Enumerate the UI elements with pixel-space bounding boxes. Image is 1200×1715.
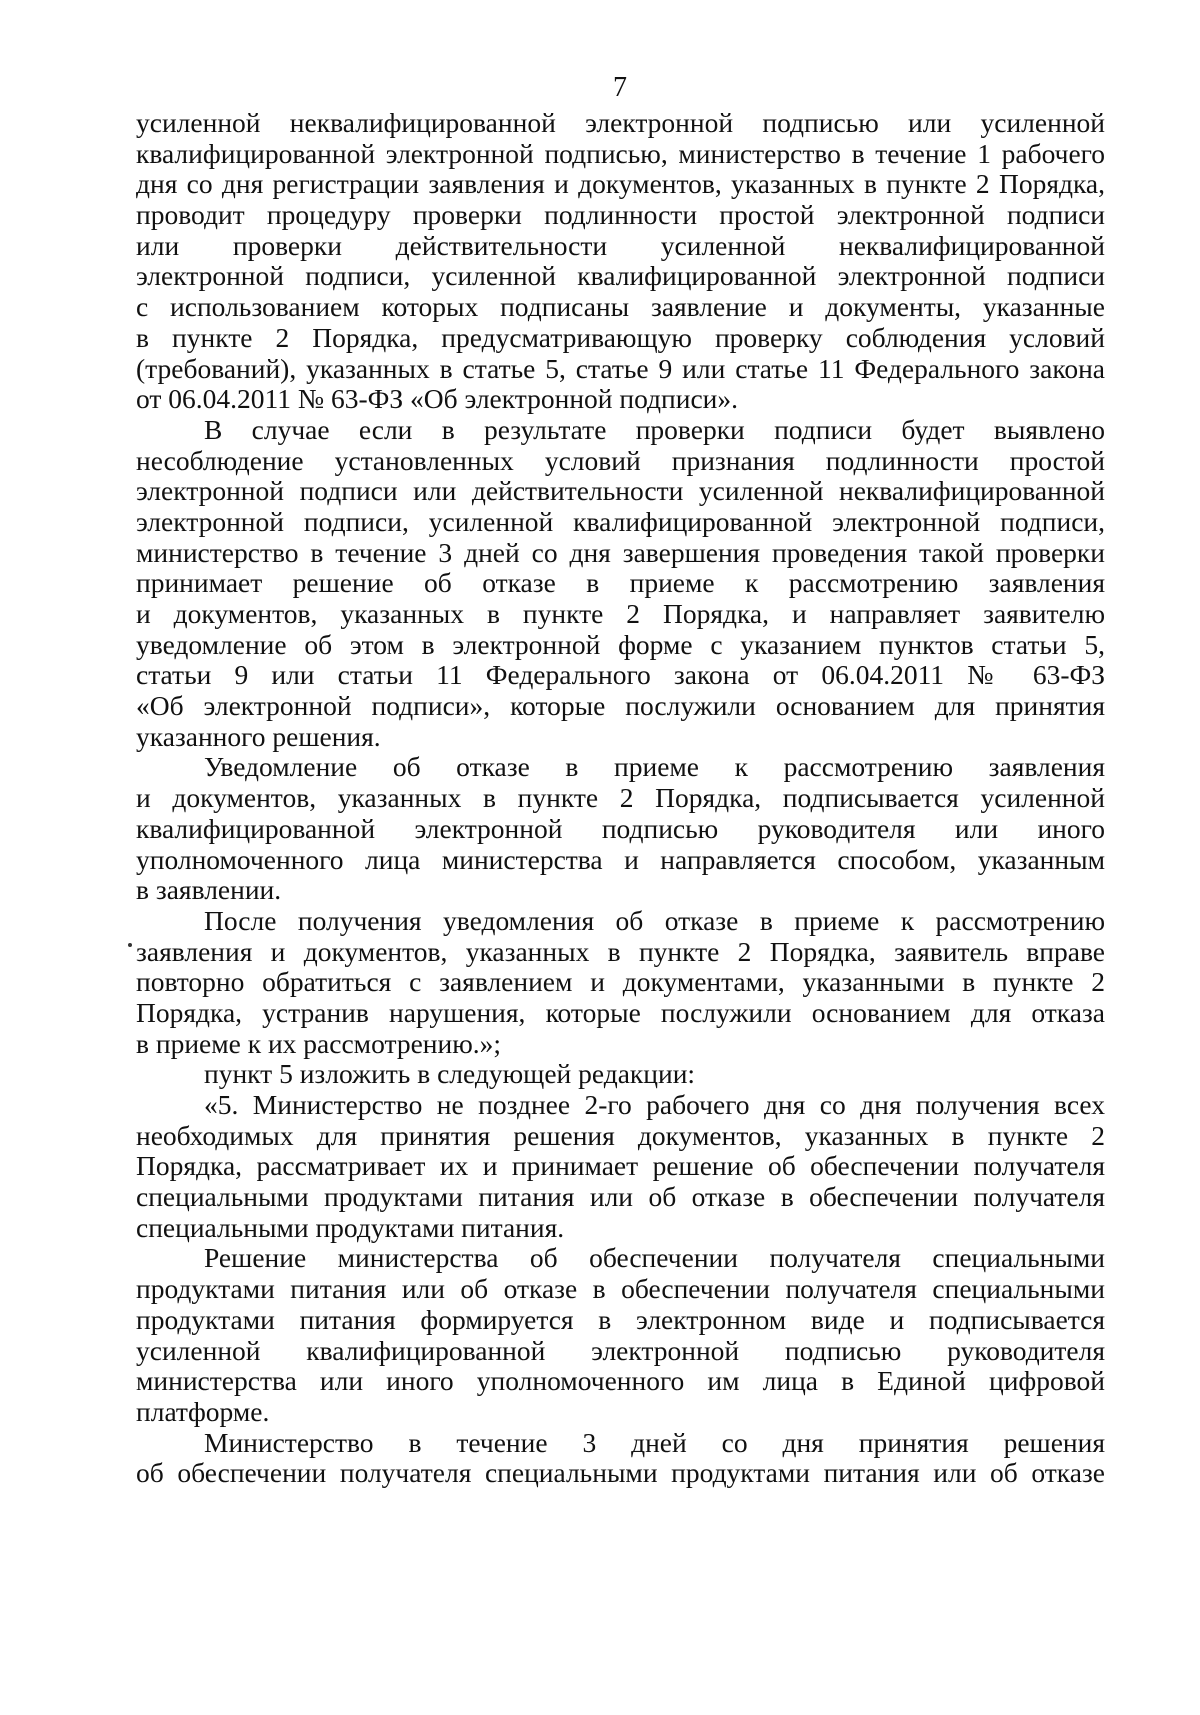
text-line: в пункте 2 Порядка, предусматривающую проверку соблюдения условий — [136, 322, 1105, 353]
text-line: квалифицированной электронной подписью руководителя или иного — [136, 813, 1105, 844]
text-line: «Об электронной подписи», которые послужили основанием для принятия — [136, 691, 1105, 722]
text-line: уполномоченного лица министерства и направляется способом, указанным — [136, 844, 1105, 875]
paragraph-start: Министерство в течение 3 дней со дня принятия решения — [204, 1427, 1105, 1458]
text-line: заявления и документов, указанных в пункте 2 Порядка, заявитель вправе — [136, 936, 1105, 967]
text-line: в приеме к их рассмотрению.»; — [136, 1028, 502, 1059]
text-line: электронной подписи, усиленной квалифицированной электронной подписи — [136, 261, 1105, 292]
paragraph-start: После получения уведомления об отказе в приеме к рассмотрению — [204, 905, 1105, 936]
text-line: усиленной неквалифицированной электронной подписью или усиленной — [136, 108, 1105, 138]
text-line: необходимых для принятия решения документов, указанных в пункте 2 — [136, 1120, 1105, 1151]
text-line: проводит процедуру проверки подлинности простой электронной подписи — [136, 200, 1105, 231]
text-line: статьи 9 или статьи 11 Федерального закона от 06.04.2011 № 63-ФЗ — [136, 660, 1105, 691]
text-line: или проверки действительности усиленной неквалифицированной — [136, 230, 1105, 261]
text-line: электронной подписи или действительности усиленной неквалифицированной — [136, 476, 1105, 507]
paragraph-start: «5. Министерство не позднее 2-го рабочего дня со дня получения всех — [204, 1090, 1105, 1120]
text-line: продуктами питания или об отказе в обеспечении получателя специальными — [136, 1274, 1105, 1305]
text-line: продуктами питания формируется в электронном виде и подписывается — [136, 1304, 1105, 1335]
text-line: платформе. — [136, 1396, 270, 1427]
text-line: принимает решение об отказе в приеме к рассмотрению заявления — [136, 568, 1105, 599]
text-line: квалифицированной электронной подписью, министерство в течение 1 рабочего — [136, 138, 1105, 169]
text-line: и документов, указанных в пункте 2 Порядка, и направляет заявителю — [136, 599, 1105, 629]
paragraph-start: пункт 5 изложить в следующей редакции: — [204, 1059, 696, 1090]
text-line: в заявлении. — [136, 875, 282, 906]
text-line: Порядка, устранив нарушения, которые послужили основанием для отказа — [136, 997, 1105, 1028]
text-line: специальными продуктами питания или об отказе в обеспечении получателя — [136, 1182, 1105, 1213]
paragraph-start: Решение министерства об обеспечении получателя специальными — [204, 1243, 1105, 1274]
text-line: с использованием которых подписаны заявление и документы, указанные — [136, 292, 1105, 323]
text-line: повторно обратиться с заявлением и документами, указанными в пункте 2 — [136, 967, 1105, 998]
text-line: уведомление об этом в электронной форме с указанием пунктов статьи 5, — [136, 629, 1105, 660]
text-line: электронной подписи, усиленной квалифицированной электронной подписи, — [136, 506, 1105, 537]
text-line: министерства или иного уполномоченного им лица в Единой цифровой — [136, 1366, 1105, 1397]
text-line: и документов, указанных в пункте 2 Порядка, подписывается усиленной — [136, 783, 1105, 814]
text-line: министерство в течение 3 дней со дня завершения проведения такой проверки — [136, 537, 1105, 568]
paragraph-start: Уведомление об отказе в приеме к рассмотрению заявления — [204, 752, 1105, 783]
paragraph-start: В случае если в результате проверки подписи будет выявлено — [204, 414, 1105, 445]
text-line: Порядка, рассматривает их и принимает решение об обеспечении получателя — [136, 1151, 1105, 1182]
text-line: об обеспечении получателя специальными продуктами питания или об отказе — [136, 1458, 1105, 1489]
scan-speck-mark — [128, 943, 132, 947]
text-line: специальными продуктами питания. — [136, 1212, 565, 1243]
text-line: несоблюдение установленных условий признания подлинности простой — [136, 445, 1105, 476]
page-number: 7 — [613, 72, 627, 103]
text-line: указанного решения. — [136, 721, 381, 752]
document-body — [136, 108, 1105, 1489]
text-line: от 06.04.2011 № 63-ФЗ «Об электронной подписи». — [136, 384, 739, 415]
text-line: дня со дня регистрации заявления и документов, указанных в пункте 2 Порядка, — [136, 169, 1105, 200]
text-line: (требований), указанных в статье 5, статье 9 или статье 11 Федерального закона — [136, 353, 1105, 384]
text-line: усиленной квалифицированной электронной подписью руководителя — [136, 1335, 1105, 1366]
